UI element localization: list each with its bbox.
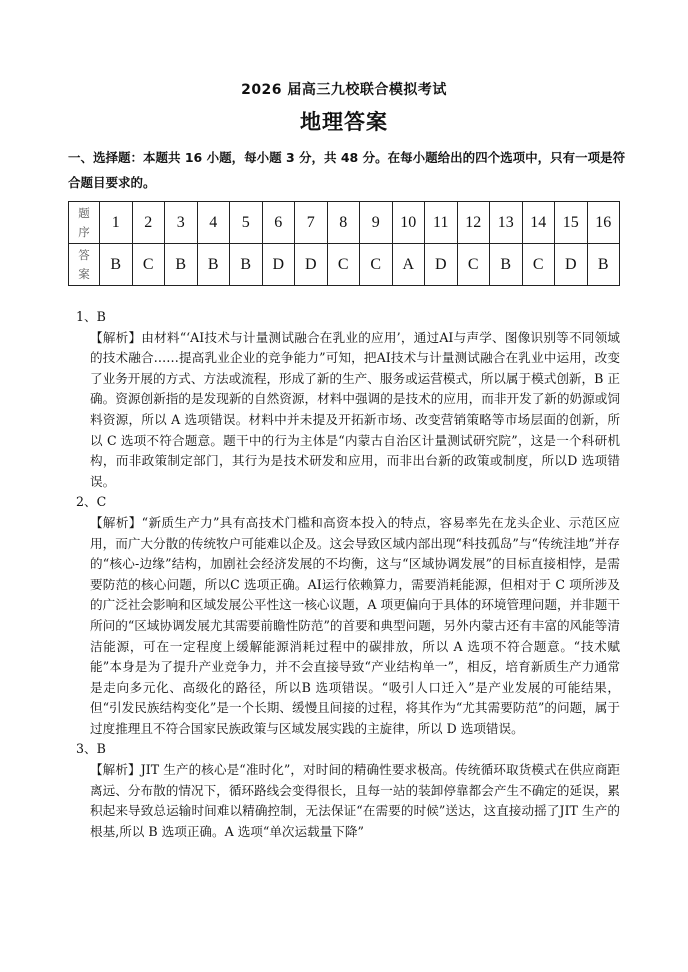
question-number-cell: 3 xyxy=(165,202,198,244)
answer-cell: D xyxy=(555,244,588,286)
question-number-cell: 14 xyxy=(522,202,555,244)
question-number-label: 题 序 xyxy=(69,202,100,244)
question-number: 2、C xyxy=(76,494,107,510)
question-number-cell: 10 xyxy=(392,202,425,244)
answer-cell: B xyxy=(490,244,523,286)
answer-cell: C xyxy=(522,244,555,286)
question-number-cell: 8 xyxy=(327,202,360,244)
explanation-text: 【解析】由材料“‘AI技术与计量测试融合在乳业的应用’，通过AI与声学、图像识别等不同领域的技术融合……提高乳业企业的竞争能力”可知，把AI技术与计量测试融合在乳业中运用，改变了业务开展的方式、方法或流程，形成了新的生产、服务或运营模式，所以属于模式创新，B 正确。资源创新指的是发现新的自然资源，材料中强调的是技术的应用，而非开发了新的奶源或饲料资源，所以 A 选项错误。材料中并未提及开拓新市场、改变营销策略等市场层面的创新，所以 C 选项不符合题意。题干中的行为主体是“内蒙古自治区计量测试研究院”，这是一个科研机构，而非政策制定部门，其行为是技术研发和应用，而非出台新的政策或制度，所以D 选项错误。 xyxy=(90,329,620,489)
question-number-cell: 13 xyxy=(490,202,523,244)
question-number: 3、B xyxy=(76,741,106,757)
answer-cell: B xyxy=(165,244,198,286)
explanations xyxy=(76,307,620,842)
question-number-cell: 5 xyxy=(230,202,263,244)
question-number-cell: 1 xyxy=(100,202,133,244)
question-number-cell: 6 xyxy=(262,202,295,244)
answer-row xyxy=(69,244,620,286)
question-number-cell: 9 xyxy=(360,202,393,244)
answer-cell: B xyxy=(100,244,133,286)
question-number-cell: 12 xyxy=(457,202,490,244)
explanation-text: 【解析】“新质生产力”具有高技术门槛和高资本投入的特点，容易率先在龙头企业、示范区应用，而广大分散的传统牧户可能难以企及。这会导致区域内部出现“科技孤岛”与“传统洼地”并存的“核心-边缘”结构，加剧社会经济发展的不均衡，这与“区域协调发展”的目标直接相悖，是需要防范的核心问题，所以C 选项正确。AI运行依赖算力，需要消耗能源，但相对于 C 项所涉及的广泛社会影响和区域发展公平性这一核心议题，A 项更偏向于具体的环境管理问题，并非题干所问的“区域协调发展尤其需要前瞻性防范”的首要和典型问题，另外内蒙古还有丰富的风能等清洁能源，可在一定程度上缓解能源消耗过程中的碳排放，所以 A 选项不符合题意。“技术赋能”本身是为了提升产业竞争力，并不会直接导致“产业结构单一”，相反，培育新质生产力通常是走向多元化、高级化的路径，所以B 选项错误。“吸引人口迁入”是产业发展的可能结果，但“引发民族结构变化”是一个长期、缓慢且间接的过程，将其作为“尤其需要防范”的问题，属于过度推理且不符合国家民族政策与区域发展实践的主旋律，所以 D 选项错误。 xyxy=(90,514,620,736)
answer-cell: B xyxy=(197,244,230,286)
exam-title: 2026 届高三九校联合模拟考试 xyxy=(241,82,447,98)
question-number-row xyxy=(69,202,620,244)
question-number-cell: 7 xyxy=(295,202,328,244)
answer-cell: B xyxy=(230,244,263,286)
answer-cell: A xyxy=(392,244,425,286)
question-number-cell: 11 xyxy=(425,202,458,244)
question-number: 1、B xyxy=(76,309,106,324)
answer-cell: C xyxy=(132,244,165,286)
answer-cell: B xyxy=(587,244,620,286)
answer-cell: D xyxy=(262,244,295,286)
answer-cell: C xyxy=(327,244,360,286)
section-heading: 一、选择题：本题共 16 小题，每小题 3 分，共 48 分。在每小题给出的四个选项中，只有一项是符合题目要求的。 xyxy=(68,150,626,190)
answer-cell: C xyxy=(457,244,490,286)
question-number-cell: 2 xyxy=(132,202,165,244)
answer-cell: D xyxy=(295,244,328,286)
question-number-cell: 15 xyxy=(555,202,588,244)
document-title: 地理答案 xyxy=(300,110,388,134)
answer-cell: D xyxy=(425,244,458,286)
question-number-cell: 4 xyxy=(197,202,230,244)
answer-label: 答 案 xyxy=(69,244,100,286)
explanation-text: 【解析】JIT 生产的核心是“准时化”，对时间的精确性要求极高。传统循环取货模式在供应商距离远、分布散的情况下，循环路线会变得很长，且每一站的装卸停靠都会产生不确定的延误，累积起来导致总运输时间难以精确控制，无法保证“在需要的时候”送达，这直接动摇了JIT 生产的根基,所以 B 选项正确。A 选项“单次运载量下降” xyxy=(90,762,620,839)
question-number-cell: 16 xyxy=(587,202,620,244)
answer-table xyxy=(68,201,620,286)
answer-cell: C xyxy=(360,244,393,286)
